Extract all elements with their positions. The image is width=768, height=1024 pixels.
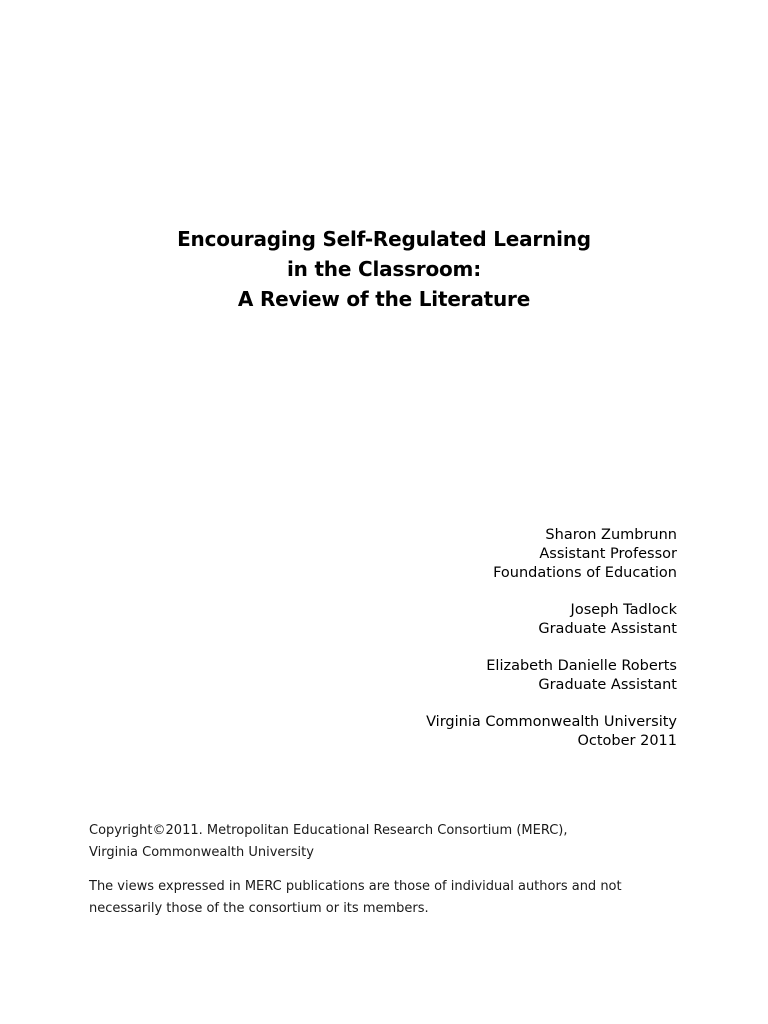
author-name: Elizabeth Danielle Roberts: [486, 658, 677, 674]
author-name: Joseph Tadlock: [570, 602, 677, 618]
author-entry: [426, 526, 677, 583]
copyright-line: Copyright©2011. Metropolitan Educational Research Consortium (MERC),: [89, 823, 568, 838]
publication-date: October 2011: [577, 733, 677, 749]
document-title: [90, 224, 678, 314]
author-department: Foundations of Education: [493, 565, 677, 581]
disclaimer-line: The views expressed in MERC publications are those of individual authors and not: [89, 879, 622, 894]
disclaimer-line: necessarily those of the consortium or its members.: [89, 901, 429, 916]
title-line-2: in the Classroom:: [286, 257, 481, 281]
author-list: [426, 526, 677, 769]
author-name: Sharon Zumbrunn: [545, 527, 677, 543]
author-role: Assistant Professor: [539, 546, 677, 562]
author-entry: [426, 657, 677, 695]
institution-name: Virginia Commonwealth University: [426, 714, 677, 730]
copyright-line: Virginia Commonwealth University: [89, 845, 314, 860]
disclaimer-notice: [89, 876, 689, 920]
institution-block: [426, 713, 677, 751]
title-line-3: A Review of the Literature: [237, 287, 531, 311]
author-entry: [426, 601, 677, 639]
footer-notes: [89, 820, 689, 932]
author-role: Graduate Assistant: [538, 677, 677, 693]
title-line-1: Encouraging Self-Regulated Learning: [177, 227, 591, 251]
author-role: Graduate Assistant: [538, 621, 677, 637]
copyright-notice: [89, 820, 689, 864]
